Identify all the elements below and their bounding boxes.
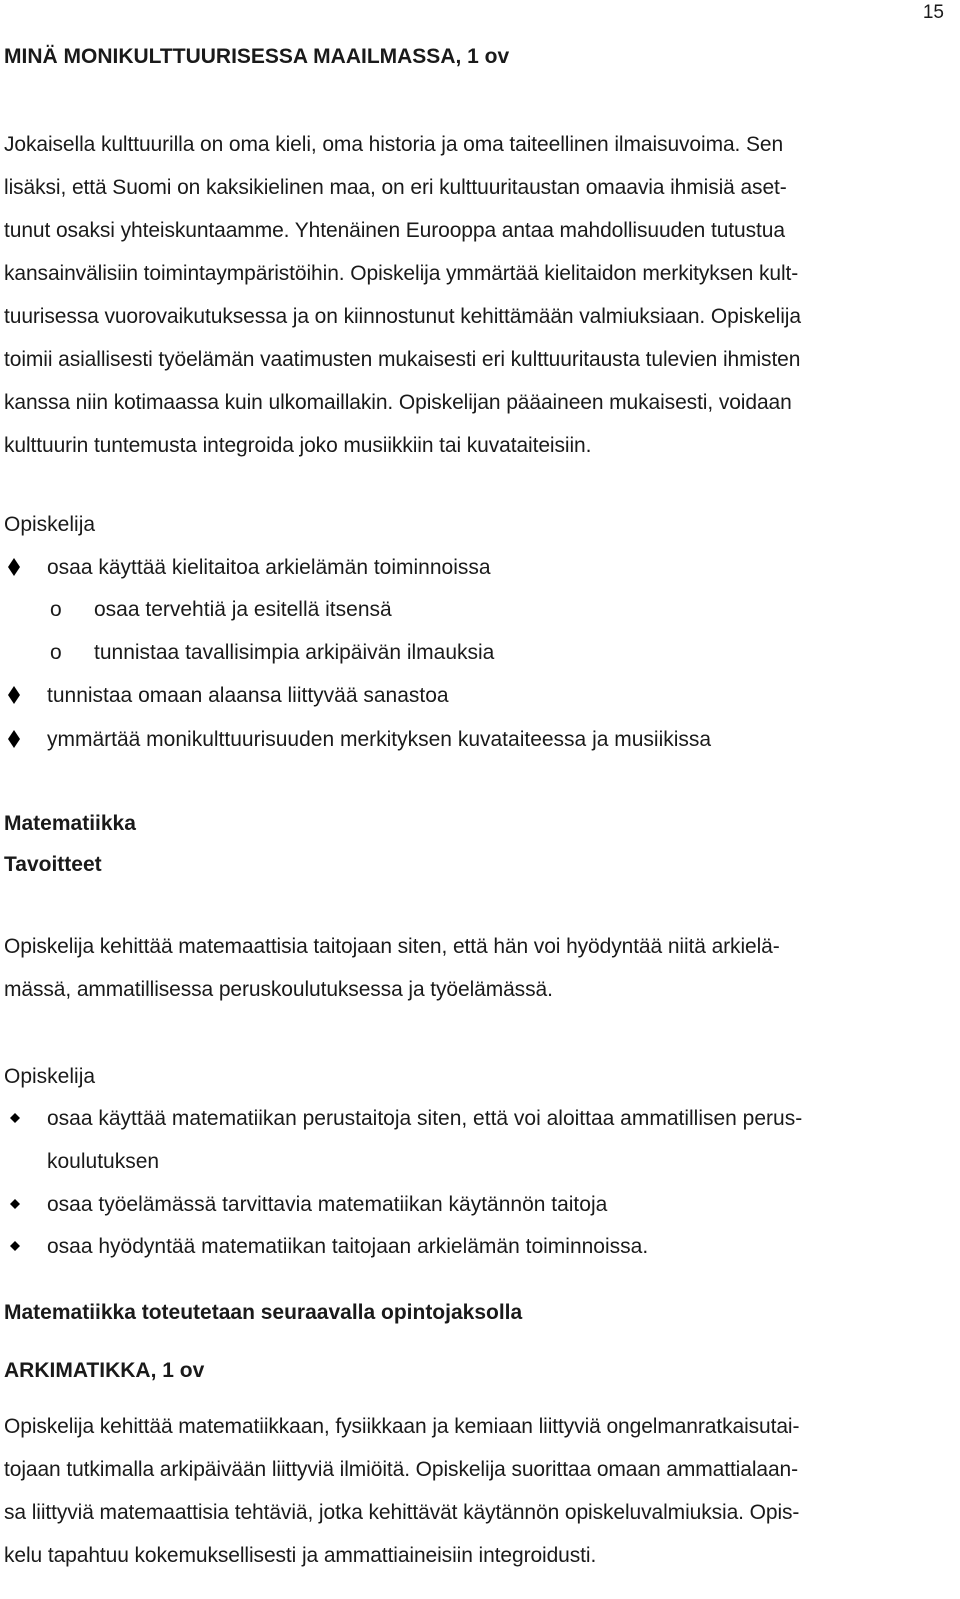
diamond-bullet-icon xyxy=(8,558,20,576)
objective-text-continued: koulutuksen xyxy=(47,1150,160,1173)
circle-bullet-icon: o xyxy=(50,598,62,621)
math-subtitle: Tavoitteet xyxy=(4,853,102,876)
sub-objective-text: tunnistaa tavallisimpia arkipäivän ilmauksia xyxy=(94,641,495,664)
circle-bullet-icon: o xyxy=(50,641,62,664)
paragraph-line: Opiskelija kehittää matemaattisia taitojaan siten, että hän voi hyödyntää niitä arkielä- xyxy=(4,935,780,958)
intro-paragraph xyxy=(4,123,944,467)
objective-text: osaa työelämässä tarvittavia matematiikan käytännön taitoja xyxy=(47,1193,608,1216)
sub-list-item xyxy=(0,631,940,674)
paragraph-line: Jokaisella kulttuurilla on oma kieli, oma historia ja oma taiteellinen ilmaisuvoima. Sen xyxy=(4,133,784,156)
paragraph-line: Opiskelija kehittää matematiikkaan, fysiikkaan ja kemiaan liittyviä ongelmanratkaisutai- xyxy=(4,1415,800,1438)
paragraph-line: kelu tapahtuu kokemuksellisesti ja ammattiaineisiin integroidusti. xyxy=(4,1544,597,1567)
list-item xyxy=(0,1225,940,1268)
objectives-intro: Opiskelija xyxy=(4,513,96,536)
list-item xyxy=(0,1183,940,1226)
paragraph-line: sa liittyviä matemaattisia tehtäviä, jotka kehittävät käytännön opiskeluvalmiuksia. Opis- xyxy=(4,1501,800,1524)
implementation-title: Matematiikka toteutetaan seuraavalla opintojaksolla xyxy=(4,1301,523,1324)
page-number: 15 xyxy=(922,2,944,23)
paragraph-line: kulttuurin tuntemusta integroida joko musiikkiin tai kuvataiteisiin. xyxy=(4,434,592,457)
diamond-bullet-icon xyxy=(8,686,20,704)
course-title: ARKIMATIKKA, 1 ov xyxy=(4,1359,205,1382)
math-goal-paragraph xyxy=(4,925,944,1011)
objective-text: osaa hyödyntää matematiikan taitojaan arkielämän toiminnoissa. xyxy=(47,1235,649,1258)
paragraph-line: lisäksi, että Suomi on kaksikielinen maa, on eri kulttuuritaustan omaavia ihmisiä aset- xyxy=(4,176,787,199)
sub-objective-text: osaa tervehtiä ja esitellä itsensä xyxy=(94,598,392,621)
list-item xyxy=(0,718,940,761)
diamond-bullet-icon xyxy=(8,730,20,748)
paragraph-line: tuurisessa vuorovaikutuksessa ja on kiinnostunut kehittämään valmiuksiaan. Opiskelija xyxy=(4,305,801,328)
objective-text: osaa käyttää kielitaitoa arkielämän toiminnoissa xyxy=(47,556,491,579)
list-item xyxy=(0,1097,940,1183)
diamond-bullet-icon xyxy=(10,1241,20,1251)
section-title: MINÄ MONIKULTTUURISESSA MAAILMASSA, 1 ov xyxy=(4,45,510,68)
objective-text: osaa käyttää matematiikan perustaitoja siten, että voi aloittaa ammatillisen perus- xyxy=(47,1107,803,1130)
paragraph-line: kanssa niin kotimaassa kuin ulkomaillakin. Opiskelijan pääaineen mukaisesti, voidaan xyxy=(4,391,792,414)
list-item xyxy=(0,674,940,717)
sub-list-item xyxy=(0,588,940,631)
paragraph-line: toimii asiallisesti työelämän vaatimusten mukaisesti eri kulttuuritausta tulevien ihmisten xyxy=(4,348,801,371)
paragraph-line: tunut osaksi yhteiskuntaamme. Yhtenäinen Eurooppa antaa mahdollisuuden tutustua xyxy=(4,219,785,242)
paragraph-line: mässä, ammatillisessa peruskoulutuksessa ja työelämässä. xyxy=(4,978,553,1001)
diamond-bullet-icon xyxy=(10,1199,20,1209)
paragraph-line: tojaan tutkimalla arkipäivään liittyviä ilmiöitä. Opiskelija suorittaa omaan ammattialaan- xyxy=(4,1458,799,1481)
math-objectives-intro: Opiskelija xyxy=(4,1065,96,1088)
objective-text: ymmärtää monikulttuurisuuden merkityksen kuvataiteessa ja musiikissa xyxy=(47,728,712,751)
math-title: Matematiikka xyxy=(4,812,136,835)
course-paragraph xyxy=(4,1405,944,1577)
paragraph-line: kansainvälisiin toimintaympäristöihin. Opiskelija ymmärtää kielitaidon merkityksen kult- xyxy=(4,262,799,285)
objective-text: tunnistaa omaan alaansa liittyvää sanastoa xyxy=(47,684,449,707)
diamond-bullet-icon xyxy=(10,1113,20,1123)
list-item xyxy=(0,546,940,589)
